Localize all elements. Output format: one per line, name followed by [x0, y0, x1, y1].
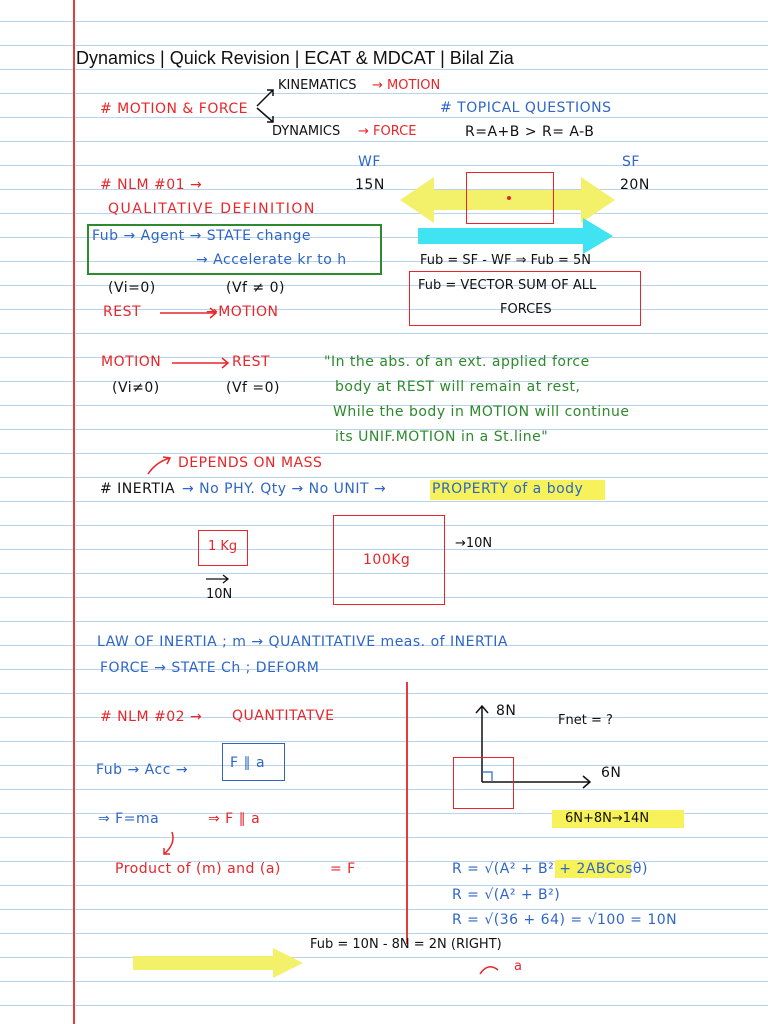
margin-line [73, 0, 75, 1024]
motion-force-heading: # MOTION & FORCE [100, 101, 248, 117]
wf-value: 15N [355, 177, 385, 193]
qualitative-definition: QUALITATIVE DEFINITION [108, 201, 316, 217]
force-label: → FORCE [358, 124, 417, 139]
page-title: Dynamics | Quick Revision | ECAT & MDCAT | Bilal Zia [76, 48, 514, 68]
curved-arrow [478, 962, 502, 976]
nlm1-heading: # NLM #01 → [100, 177, 203, 193]
topical-questions: # TOPICAL QUESTIONS [440, 100, 612, 116]
block-center-dot [507, 196, 511, 200]
sf-value: 20N [620, 177, 650, 193]
depends-on-mass: DEPENDS ON MASS [178, 455, 323, 471]
vector-right-label: 6N [601, 765, 622, 781]
vector-block-box [453, 757, 514, 809]
property-of-body: PROPERTY of a body [432, 481, 584, 497]
law-of-inertia: LAW OF INERTIA ; m → QUANTITATIVE meas. of INERTIA [97, 634, 508, 650]
definition-line1: Fub → Agent → STATE change [92, 228, 311, 244]
resultant-formula-2: R = √(A² + B²) [452, 887, 561, 903]
fub-bottom-equation: Fub = 10N - 8N = 2N (RIGHT) [310, 937, 502, 952]
depends-arrow [146, 456, 172, 476]
vf-nonzero: (Vf ≠ 0) [226, 280, 285, 296]
quantitative-label: QUANTITATVE [232, 708, 335, 724]
kinematics-label: KINEMATICS [278, 78, 357, 93]
law-vi: (Vi≠0) [112, 380, 160, 396]
f-parallel-a-red: ⇒ F ∥ a [208, 811, 261, 827]
resultant-formula-1: R = √(A² + B² + 2ABCosθ) [452, 861, 648, 877]
fub-acc: Fub → Acc → [96, 762, 189, 778]
motion-result: →MOTION [206, 304, 279, 320]
law-quote-line1: "In the abs. of an ext. applied force [324, 354, 590, 370]
bottom-yellow-arrow [133, 948, 303, 978]
law-vf: (Vf =0) [226, 380, 281, 396]
law-rest: REST [232, 354, 271, 370]
cyan-arrow [418, 218, 613, 254]
product-equals-f: = F [330, 861, 356, 877]
inertia-label: # INERTIA [100, 481, 176, 497]
f-parallel-a: F ∥ a [230, 755, 266, 771]
big-mass-label: 100Kg [363, 552, 411, 568]
law-quote-line3: While the body in MOTION will continue [333, 404, 630, 420]
nlm2-heading: # NLM #02 → [100, 709, 203, 725]
vi-zero: (Vi=0) [108, 280, 156, 296]
branch-arrows [255, 86, 277, 126]
law-motion: MOTION [101, 354, 162, 370]
sum-text: 6N+8N→14N [565, 811, 650, 826]
sf-label: SF [622, 154, 640, 170]
product-text: Product of (m) and (a) [115, 861, 281, 877]
vector-up-label: 8N [496, 703, 517, 719]
wf-label: WF [358, 154, 381, 170]
vector-sum-line1: Fub = VECTOR SUM OF ALL [418, 278, 597, 293]
law-arrow [172, 356, 232, 370]
motion-label: → MOTION [372, 78, 441, 93]
definition-line2: → Accelerate kr to h [196, 252, 347, 268]
inertia-description: → No PHY. Qty → No UNIT → [182, 481, 387, 497]
force-state-change: FORCE → STATE Ch ; DEFORM [100, 660, 320, 676]
dynamics-label: DYNAMICS [272, 124, 341, 139]
resultant-formula-3: R = √(36 + 64) = √100 = 10N [452, 912, 678, 928]
big-force-label: →10N [455, 536, 493, 551]
fnet-label: Fnet = ? [558, 713, 613, 728]
f-equals-ma: ⇒ F=ma [98, 811, 160, 827]
small-mass-label: 1 Kg [208, 539, 238, 554]
fub-equation: Fub = SF - WF ⇒ Fub = 5N [420, 253, 591, 268]
resultant-range: R=A+B > R= A-B [465, 124, 595, 140]
small-force-label: 10N [206, 587, 233, 602]
bottom-a-vector: a [514, 959, 522, 974]
section-divider [406, 682, 408, 944]
law-quote-line4: its UNIF.MOTION in a St.line" [335, 429, 549, 445]
product-arrow [160, 830, 180, 858]
vector-sum-line2: FORCES [500, 302, 552, 317]
rest-label: REST [103, 304, 142, 320]
law-quote-line2: body at REST will remain at rest, [335, 379, 581, 395]
small-force-arrow [206, 574, 230, 584]
